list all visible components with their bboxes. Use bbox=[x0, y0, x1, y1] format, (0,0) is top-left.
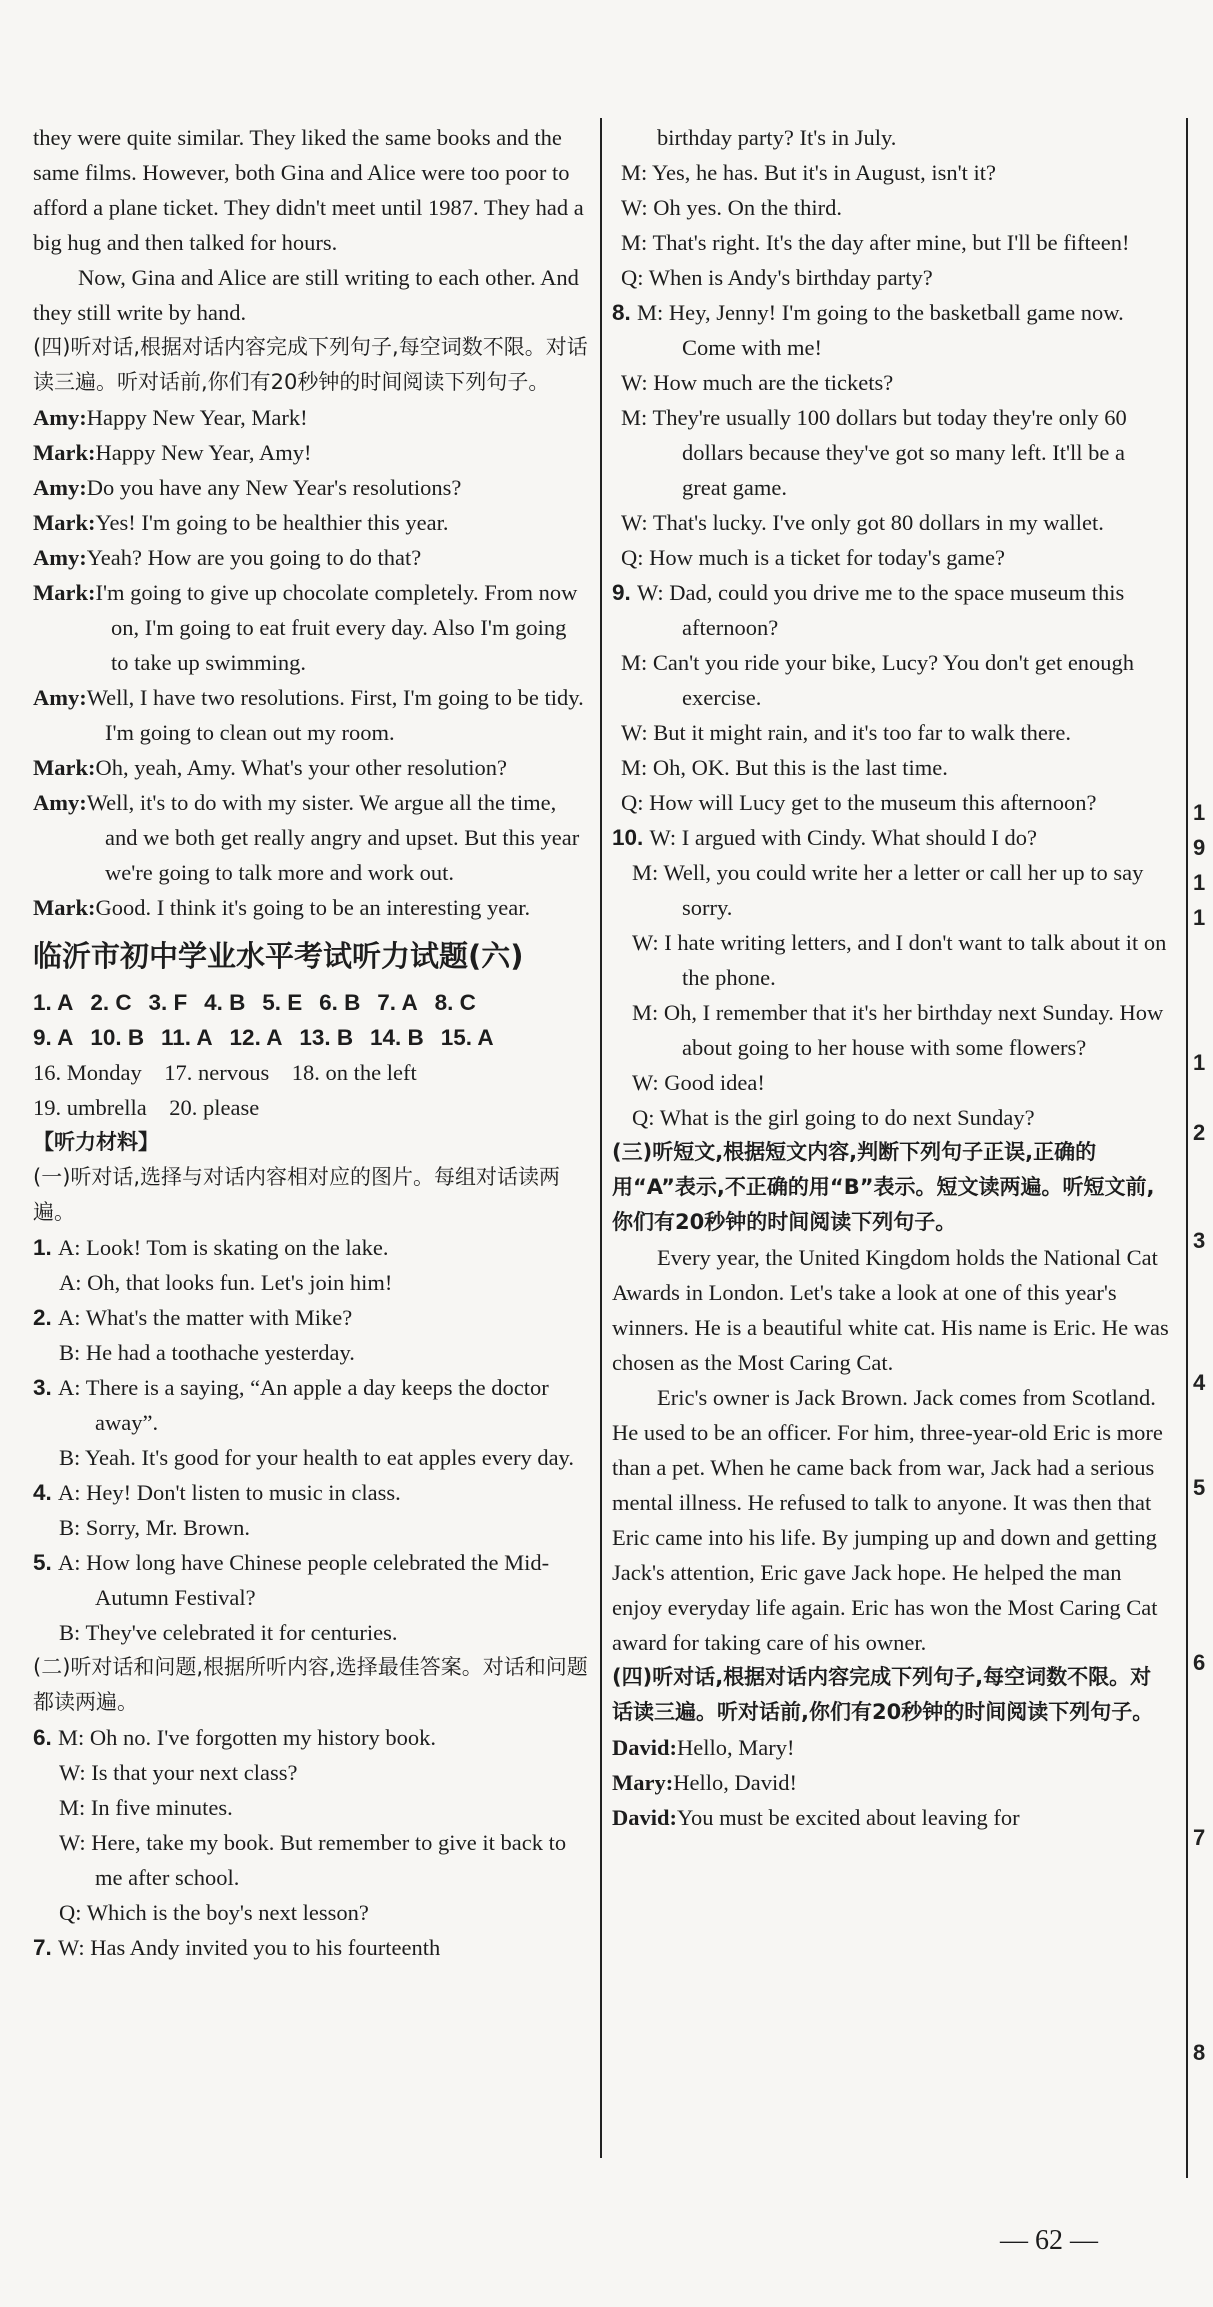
dialog-line bbox=[33, 890, 588, 925]
dialog-line bbox=[33, 400, 588, 435]
answer: 8. C bbox=[434, 990, 476, 1015]
answer-row bbox=[33, 1090, 588, 1125]
dialog-line bbox=[612, 1730, 1172, 1765]
speaker: Amy: bbox=[33, 405, 87, 430]
answer: 7. A bbox=[377, 990, 418, 1015]
speaker: Amy: bbox=[33, 685, 87, 710]
q6-line-b: W: Is that your next class? bbox=[59, 1760, 298, 1785]
section-3-instructions: (三)听短文,根据短文内容,判断下列句子正误,正确的用“A”表示,不正确的用“B”表示。短文读两遍。听短文前,你们有20秒钟的时间阅读下列句子。 bbox=[612, 1140, 1155, 1234]
dialog-line bbox=[33, 680, 588, 750]
speaker: Mark: bbox=[33, 510, 96, 535]
line-text: A: What's the matter with Mike? bbox=[58, 1305, 353, 1330]
line-text: W: Has Andy invited you to his fourteenth bbox=[58, 1935, 441, 1960]
answer: 10. B bbox=[90, 1025, 145, 1050]
line-text: I'm going to give up chocolate completely. From now on, I'm going to eat fruit every day. Also I'm going to take up swimming. bbox=[95, 580, 578, 675]
story-paragraph-1: they were quite similar. They liked the same books and the same films. However, both Gina and Alice were too poor to afford a plane ticket. They didn't meet until 1987. They had a big hug and then talked for hours. bbox=[33, 125, 584, 255]
answer: 5. E bbox=[262, 990, 303, 1015]
q10-line-b: M: Well, you could write her a letter or call her up to say sorry. bbox=[632, 860, 1144, 920]
q4-line-b: B: Sorry, Mr. Brown. bbox=[59, 1515, 251, 1540]
q9-line-e: Q: How will Lucy get to the museum this afternoon? bbox=[621, 790, 1097, 815]
line-text: W: I argued with Cindy. What should I do? bbox=[649, 825, 1037, 850]
line-text: Well, it's to do with my sister. We argue all the time, and we both get really angry and upset. But this year we're going to talk more and work out. bbox=[86, 790, 580, 885]
edge-mark: 2 bbox=[1193, 1120, 1206, 1145]
answer: 3. F bbox=[148, 990, 188, 1015]
edge-mark: 1 bbox=[1193, 905, 1206, 930]
dialog-line bbox=[33, 435, 588, 470]
q8-line-b: W: How much are the tickets? bbox=[621, 370, 894, 395]
edge-mark: 4 bbox=[1193, 1370, 1206, 1395]
story-paragraph-2: Now, Gina and Alice are still writing to each other. And they still write by hand. bbox=[33, 265, 579, 325]
q4-line-a: 4. A: Hey! Don't listen to music in class. bbox=[33, 1480, 401, 1505]
line-text: M: Hey, Jenny! I'm going to the basketball game now. Come with me! bbox=[637, 300, 1124, 360]
line-text: A: Look! Tom is skating on the lake. bbox=[58, 1235, 389, 1260]
line-text: Hello, David! bbox=[673, 1770, 797, 1795]
q10-line-f: Q: What is the girl going to do next Sunday? bbox=[632, 1105, 1035, 1130]
section-2-instructions: (二)听对话和问题,根据所听内容,选择最佳答案。对话和问题都读两遍。 bbox=[33, 1655, 588, 1714]
dialog-line bbox=[33, 575, 588, 680]
q8-line-e: Q: How much is a ticket for today's game? bbox=[621, 545, 1005, 570]
q7-line-a-cont: birthday party? It's in July. bbox=[657, 125, 897, 150]
q6-line-e: Q: Which is the boy's next lesson? bbox=[59, 1900, 369, 1925]
q10-line-a: 10. W: I argued with Cindy. What should I do? bbox=[612, 825, 1037, 850]
q5-line-a: 5. A: How long have Chinese people celebrated the Mid-Autumn Festival? bbox=[33, 1550, 550, 1610]
line-text: Well, I have two resolutions. First, I'm going to be tidy. I'm going to clean out my room. bbox=[86, 685, 584, 745]
answer: 2. C bbox=[90, 990, 132, 1015]
q9-line-d: M: Oh, OK. But this is the last time. bbox=[621, 755, 948, 780]
speaker: Amy: bbox=[33, 790, 87, 815]
line-text: Hello, Mary! bbox=[677, 1735, 795, 1760]
edge-mark: 3 bbox=[1193, 1228, 1206, 1253]
line-text: Happy New Year, Mark! bbox=[86, 405, 308, 430]
answer: 15. A bbox=[440, 1025, 494, 1050]
page-number: — 62 — bbox=[1000, 2225, 1098, 2256]
q8-line-c: M: They're usually 100 dollars but today they're only 60 dollars because they've got so many left. It'll be a great game. bbox=[621, 405, 1127, 500]
q7-line-a: 7. W: Has Andy invited you to his fourteenth bbox=[33, 1935, 441, 1960]
left-column bbox=[33, 120, 588, 1965]
q2-line-a: 2. A: What's the matter with Mike? bbox=[33, 1305, 353, 1330]
answer: 12. A bbox=[229, 1025, 283, 1050]
right-column bbox=[612, 120, 1172, 1835]
answer-row bbox=[33, 1020, 588, 1055]
edge-mark: 8 bbox=[1193, 2040, 1206, 2065]
section-4-instructions-right: (四)听对话,根据对话内容完成下列句子,每空词数不限。对话读三遍。听对话前,你们有20秒钟的时间阅读下列句子。 bbox=[612, 1665, 1154, 1724]
q9-line-b: M: Can't you ride your bike, Lucy? You don't get enough exercise. bbox=[621, 650, 1135, 710]
speaker: Amy: bbox=[33, 545, 87, 570]
dialog-line bbox=[612, 1800, 1172, 1835]
speaker: Amy: bbox=[33, 475, 87, 500]
speaker: Mark: bbox=[33, 895, 96, 920]
q8-line-d: W: That's lucky. I've only got 80 dollars in my wallet. bbox=[621, 510, 1104, 535]
q6-line-c: M: In five minutes. bbox=[59, 1795, 233, 1820]
answer: 14. B bbox=[370, 1025, 424, 1050]
q9-line-a: 9. W: Dad, could you drive me to the space museum this afternoon? bbox=[612, 580, 1125, 640]
q10-line-c: W: I hate writing letters, and I don't want to talk about it on the phone. bbox=[632, 930, 1167, 990]
speaker: Mark: bbox=[33, 440, 96, 465]
line-text: Yes! I'm going to be healthier this year. bbox=[95, 510, 449, 535]
edge-mark: 9 bbox=[1193, 835, 1206, 860]
line-text: A: There is a saying, “An apple a day keeps the doctor away”. bbox=[58, 1375, 549, 1435]
dialog-line bbox=[33, 505, 588, 540]
material-header: 【听力材料】 bbox=[33, 1130, 159, 1154]
test-title: 临沂市初中学业水平考试听力试题(六) bbox=[33, 939, 524, 973]
speaker: David: bbox=[612, 1735, 678, 1760]
edge-mark: 1 bbox=[1193, 800, 1206, 825]
q2-line-b: B: He had a toothache yesterday. bbox=[59, 1340, 355, 1365]
q9-line-c: W: But it might rain, and it's too far to walk there. bbox=[621, 720, 1071, 745]
line-text: Yeah? How are you going to do that? bbox=[86, 545, 422, 570]
line-text: W: Dad, could you drive me to the space museum this afternoon? bbox=[637, 580, 1125, 640]
line-text: Happy New Year, Amy! bbox=[95, 440, 312, 465]
answer: 19. umbrella bbox=[33, 1095, 147, 1120]
dialog-line bbox=[33, 470, 588, 505]
article-paragraph-2: Eric's owner is Jack Brown. Jack comes from Scotland. He used to be an officer. For him, three-year-old Eric is more than a pet. When he came back from war, Jack had a serious mental illness. He refused to talk to anyone. It was then that Eric came into his life. By jumping up and down and getting Jack's attention, Eric gave Jack hope. He helped the man enjoy everyday life again. Eric has won the Most Caring Cat award for taking care of his owner. bbox=[612, 1385, 1163, 1655]
q10-line-e: W: Good idea! bbox=[632, 1070, 765, 1095]
answer: 1. A bbox=[33, 990, 74, 1015]
line-text: Do you have any New Year's resolutions? bbox=[86, 475, 462, 500]
right-column-divider bbox=[1186, 118, 1188, 2178]
answer: 17. nervous bbox=[164, 1060, 270, 1085]
answer: 6. B bbox=[319, 990, 361, 1015]
dialog-amy-mark bbox=[33, 400, 588, 925]
q7-line-e: Q: When is Andy's birthday party? bbox=[621, 265, 933, 290]
edge-mark: 1 bbox=[1193, 1050, 1206, 1075]
dialog-line bbox=[33, 540, 588, 575]
edge-mark: 7 bbox=[1193, 1825, 1206, 1850]
q7-line-d: M: That's right. It's the day after mine, but I'll be fifteen! bbox=[621, 230, 1130, 255]
answer: 16. Monday bbox=[33, 1060, 142, 1085]
q3-line-a: 3. A: There is a saying, “An apple a day keeps the doctor away”. bbox=[33, 1375, 549, 1435]
speaker: David: bbox=[612, 1805, 678, 1830]
speaker: Mary: bbox=[612, 1770, 674, 1795]
dialog-line bbox=[33, 785, 588, 890]
article-paragraph-1: Every year, the United Kingdom holds the National Cat Awards in London. Let's take a look at one of this year's winners. He is a beautiful white cat. His name is Eric. He was chosen as the Most Caring Cat. bbox=[612, 1245, 1169, 1375]
q1-line-b: A: Oh, that looks fun. Let's join him! bbox=[59, 1270, 393, 1295]
answer-key bbox=[33, 985, 588, 1125]
q8-line-a: 8. M: Hey, Jenny! I'm going to the basketball game now. Come with me! bbox=[612, 300, 1124, 360]
speaker: Mark: bbox=[33, 755, 96, 780]
q7-line-b: M: Yes, he has. But it's in August, isn't it? bbox=[621, 160, 997, 185]
answer-row bbox=[33, 1055, 588, 1090]
q3-line-b: B: Yeah. It's good for your health to eat apples every day. bbox=[59, 1445, 574, 1470]
answer: 4. B bbox=[204, 990, 246, 1015]
section-4-instructions: (四)听对话,根据对话内容完成下列句子,每空词数不限。对话读三遍。听对话前,你们有20秒钟的时间阅读下列句子。 bbox=[33, 335, 588, 394]
answer: 11. A bbox=[160, 1025, 213, 1050]
answer-row bbox=[33, 985, 588, 1020]
dialog-line bbox=[612, 1765, 1172, 1800]
q1-line-a: 1. A: Look! Tom is skating on the lake. bbox=[33, 1235, 389, 1260]
column-divider bbox=[600, 118, 602, 2158]
q6-line-a: 6. M: Oh no. I've forgotten my history book. bbox=[33, 1725, 437, 1750]
answer: 20. please bbox=[169, 1095, 260, 1120]
line-text: You must be excited about leaving for bbox=[677, 1805, 1020, 1830]
edge-mark: 6 bbox=[1193, 1650, 1206, 1675]
q7-line-c: W: Oh yes. On the third. bbox=[621, 195, 843, 220]
line-text: Good. I think it's going to be an interesting year. bbox=[95, 895, 531, 920]
line-text: A: How long have Chinese people celebrated the Mid-Autumn Festival? bbox=[58, 1550, 550, 1610]
edge-mark: 1 bbox=[1193, 870, 1206, 895]
q5-line-b: B: They've celebrated it for centuries. bbox=[59, 1620, 398, 1645]
section-1-instructions: (一)听对话,选择与对话内容相对应的图片。每组对话读两遍。 bbox=[33, 1165, 561, 1224]
q10-line-d: M: Oh, I remember that it's her birthday next Sunday. How about going to her house with some flowers? bbox=[632, 1000, 1164, 1060]
line-text: M: Oh no. I've forgotten my history book. bbox=[58, 1725, 437, 1750]
speaker: Mark: bbox=[33, 580, 96, 605]
answer: 18. on the left bbox=[291, 1060, 417, 1085]
line-text: A: Hey! Don't listen to music in class. bbox=[58, 1480, 401, 1505]
line-text: Oh, yeah, Amy. What's your other resolution? bbox=[95, 755, 507, 780]
edge-mark: 5 bbox=[1193, 1475, 1206, 1500]
q6-line-d: W: Here, take my book. But remember to give it back to me after school. bbox=[59, 1830, 567, 1890]
answer: 13. B bbox=[299, 1025, 354, 1050]
answer: 9. A bbox=[33, 1025, 74, 1050]
dialog-line bbox=[33, 750, 588, 785]
